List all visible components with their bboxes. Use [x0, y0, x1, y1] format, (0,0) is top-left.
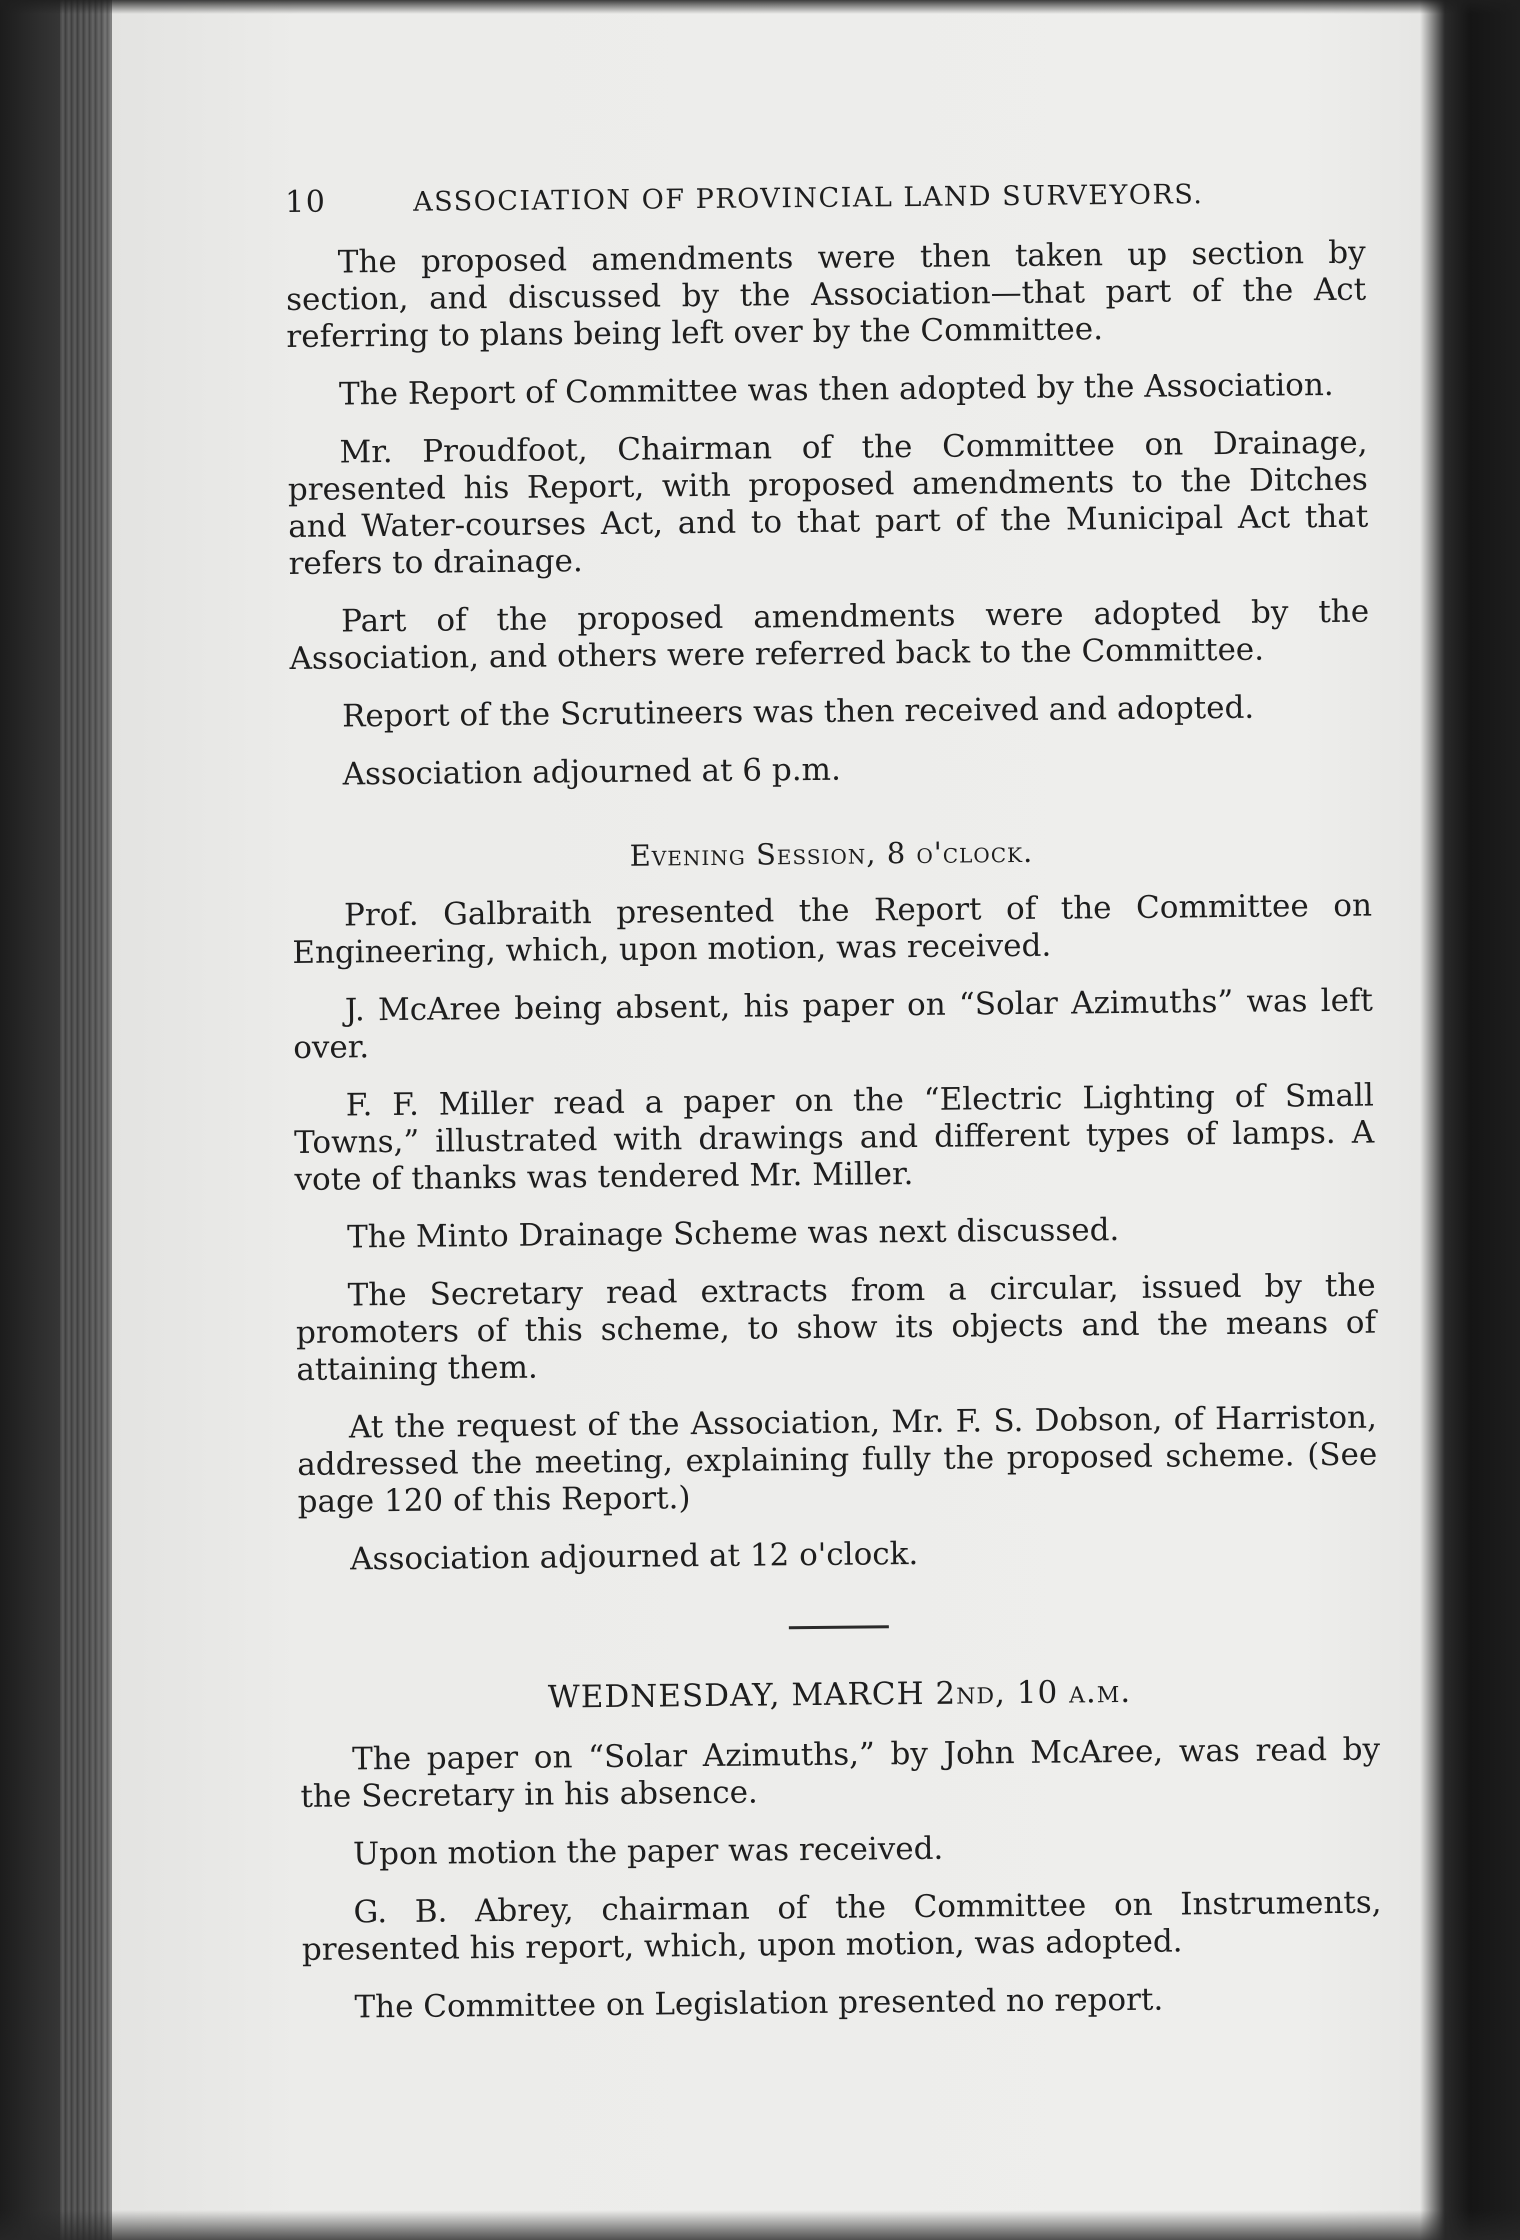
paragraph-engineering-report: Prof. Galbraith presented the Report of the Committee on Engineering, which, upon motion, was received.	[292, 887, 1373, 971]
paragraph-report-adopted: The Report of Committee was then adopted by the Association.	[338, 366, 1334, 413]
page-number: 10	[285, 184, 327, 220]
paragraph-circular-extracts: The Secretary read extracts from a circular, issued by the promoters of this scheme, to show its objects and the means of attaining them.	[295, 1267, 1377, 1388]
book-page-edges	[60, 0, 112, 2240]
paragraph-dobson-address: At the request of the Association, Mr. F. S. Dobson, of Harriston, addressed the meeting, explaining fully the proposed scheme. (See page 120 of this Report.)	[297, 1399, 1378, 1520]
wednesday-session-heading	[299, 1672, 1379, 1718]
paragraph-amendments-discussed: The proposed amendments were then taken up section by section, and discussed by the Association—that part of the Act referring to plans being left over by the Committee.	[285, 234, 1367, 355]
running-head	[285, 175, 1365, 237]
paragraph-instruments-report: G. B. Abrey, chairman of the Committee on Instruments, presented his report, which, upon motion, was adopted.	[301, 1884, 1382, 1968]
paragraph-scrutineers: Report of the Scrutineers was then received and adopted.	[341, 689, 1255, 735]
paragraph-drainage-report: Mr. Proudfoot, Chairman of the Committee on Drainage, presented his Report, with proposed amendments to the Ditches and Water-courses Act, and to that part of the Municipal Act that refers to drainage.	[287, 424, 1369, 582]
running-head-title: ASSOCIATION OF PROVINCIAL LAND SURVEYORS.	[413, 179, 1204, 218]
paragraph-mcaree-absent: J. McAree being absent, his paper on “Solar Azimuths” was left over.	[293, 982, 1374, 1066]
evening-session-heading-text: Evening Session, 8 o'clock.	[629, 834, 1034, 873]
bottom-edge-shadow	[0, 2210, 1520, 2240]
wednesday-heading-main: WEDNESDAY, MARCH	[547, 1675, 925, 1716]
evening-session-heading	[291, 832, 1371, 876]
wednesday-heading-tail: 2nd, 10 a.m.	[935, 1673, 1132, 1712]
page-text-block	[285, 175, 1383, 2048]
paragraph-adjourned-6pm: Association adjourned at 6 p.m.	[342, 751, 842, 793]
paragraph-amendments-referred: Part of the proposed amendments were adopted by the Association, and others were referred back to the Committee.	[289, 593, 1370, 677]
paragraph-miller-paper: F. F. Miller read a paper on the “Electric Lighting of Small Towns,” illustrated with drawings and different types of lamps. A vote of thanks was tendered Mr. Miller.	[294, 1077, 1375, 1198]
paragraph-adjourned-12: Association adjourned at 12 o'clock.	[350, 1535, 919, 1578]
section-divider-rule	[789, 1625, 889, 1629]
paragraph-paper-received: Upon motion the paper was received.	[352, 1830, 944, 1873]
top-edge-shadow	[0, 0, 1520, 14]
paragraph-solar-azimuths-read: The paper on “Solar Azimuths,” by John McAree, was read by the Secretary in his absence.	[300, 1731, 1381, 1815]
paragraph-minto-drainage: The Minto Drainage Scheme was next discussed.	[346, 1212, 1120, 1256]
paragraph-legislation-no-report: The Committee on Legislation presented no report.	[354, 1981, 1164, 2026]
